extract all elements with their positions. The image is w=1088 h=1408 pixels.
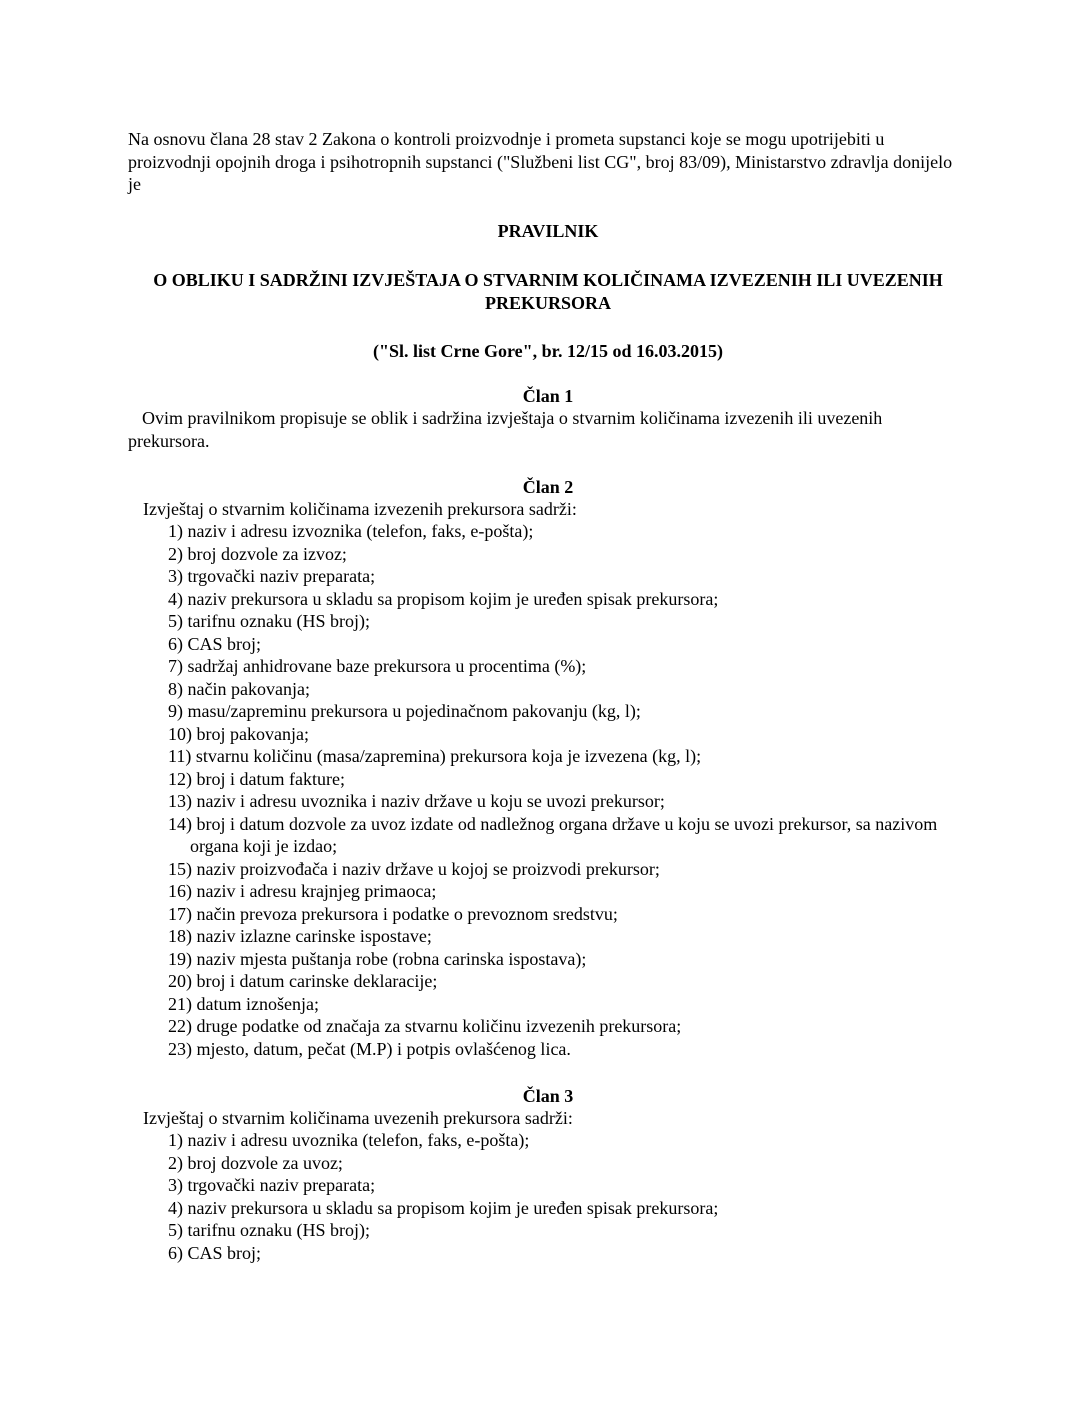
list-item: 23) mjesto, datum, pečat (M.P) i potpis ovlašćenog lica. [168, 1038, 571, 1059]
list-item: 7) sadržaj anhidrovane baze prekursora u procentima (%); [168, 656, 587, 676]
list-item: 12) broj i datum fakture; [168, 768, 345, 789]
list-item: 4) naziv prekursora u skladu sa propisom kojim je uređen spisak prekursora; [168, 1197, 719, 1218]
article-1-text: Ovim pravilnikom propisuje se oblik i sadržina izvještaja o stvarnim količinama izvezenih ili uvezenih prekursora. [128, 408, 883, 451]
list-item: 22) druge podatke od značaja za stvarnu količinu izvezenih prekursora; [168, 1016, 682, 1036]
article-2-heading: Član 2 [522, 477, 574, 497]
list-item: 13) naziv i adresu uvoznika i naziv države u koju se uvozi prekursor; [168, 791, 665, 811]
list-item: 6) CAS broj; [168, 633, 262, 654]
intro-paragraph: Na osnovu člana 28 stav 2 Zakona o kontroli proizvodnje i prometa supstanci koje se mogu upotrijebiti u proizvodnji opojnih droga i psihotropnih supstanci ("Službeni list CG", broj 83/09), Ministarstvo zdravlja donijelo je [128, 129, 953, 194]
list-item: 2) broj dozvole za izvoz; [168, 543, 347, 564]
list-item: 2) broj dozvole za uvoz; [168, 1152, 343, 1173]
list-item: 17) način prevoza prekursora i podatke o prevoznom sredstvu; [168, 903, 618, 924]
list-item: 1) naziv i adresu izvoznika (telefon, faks, e-pošta); [168, 521, 534, 541]
list-item: 8) način pakovanja; [168, 678, 310, 699]
list-item: 1) naziv i adresu uvoznika (telefon, faks, e-pošta); [168, 1130, 530, 1150]
list-item: 15) naziv proizvođača i naziv države u kojoj se proizvodi prekursor; [168, 858, 660, 879]
list-item: 21) datum iznošenja; [168, 993, 319, 1014]
list-item: 19) naziv mjesta puštanja robe (robna carinska ispostava); [168, 948, 587, 969]
list-item: 16) naziv i adresu krajnjeg primaoca; [168, 881, 437, 901]
list-item: 10) broj pakovanja; [168, 723, 309, 744]
list-item: 14) broj i datum dozvole za uvoz izdate od nadležnog organa države u koju se uvozi prekursor, sa nazivom organa koji je izdao; [168, 813, 938, 856]
article-1-heading: Član 1 [522, 386, 574, 406]
source-reference: ("Sl. list Crne Gore", br. 12/15 od 16.03.2015) [373, 341, 723, 361]
list-item: 5) tarifnu oznaku (HS broj); [168, 611, 370, 631]
list-item: 11) stvarnu količinu (masa/zapremina) prekursora koja je izvezena (kg, l); [168, 746, 702, 766]
document-subtitle: O OBLIKU I SADRŽINI IZVJEŠTAJA O STVARNIM KOLIČINAMA IZVEZENIH ILI UVEZENIH PREKURSORA [153, 270, 943, 313]
article-3-list [168, 1129, 968, 1264]
list-item: 20) broj i datum carinske deklaracije; [168, 971, 438, 991]
list-item: 6) CAS broj; [168, 1242, 262, 1263]
document-title: PRAVILNIK [497, 221, 599, 241]
article-2-lead: Izvještaj o stvarnim količinama izvezenih prekursora sadrži: [143, 499, 577, 519]
article-3-lead: Izvještaj o stvarnim količinama uvezenih prekursora sadrži: [143, 1108, 573, 1128]
list-item: 4) naziv prekursora u skladu sa propisom kojim je uređen spisak prekursora; [168, 588, 719, 609]
article-2-list [168, 520, 968, 1060]
list-item: 3) trgovački naziv preparata; [168, 1175, 376, 1195]
article-3-heading: Član 3 [522, 1086, 574, 1106]
list-item: 3) trgovački naziv preparata; [168, 566, 376, 586]
list-item: 5) tarifnu oznaku (HS broj); [168, 1220, 370, 1240]
list-item: 18) naziv izlazne carinske ispostave; [168, 926, 432, 946]
list-item: 9) masu/zapreminu prekursora u pojedinačnom pakovanju (kg, l); [168, 701, 641, 721]
